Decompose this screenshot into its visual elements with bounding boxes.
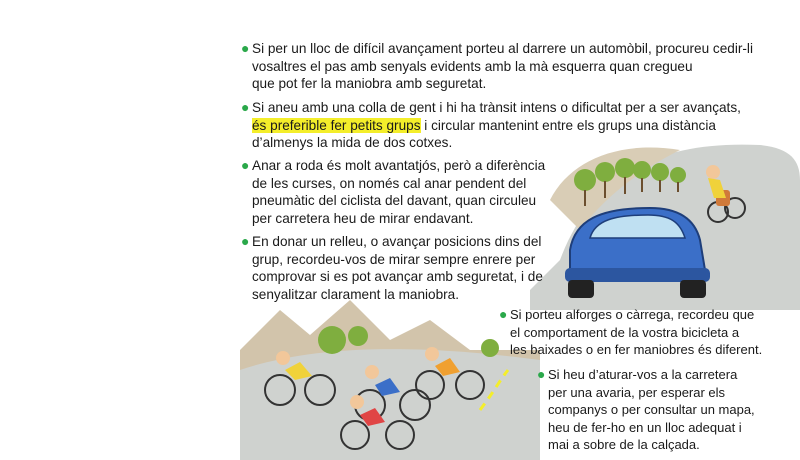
- text-line: grup, recordeu-vos de mirar sempre enrere per: [252, 251, 536, 267]
- text-line: Si per un lloc de difícil avançament porteu al darrere un automòbil, procureu cedir-li: [252, 41, 753, 56]
- text-line: senyalitzar clarament la maniobra.: [252, 286, 460, 302]
- text-line: companys o per consultar un mapa,: [548, 402, 755, 417]
- text-line: que pot fer la maniobra amb seguretat.: [252, 76, 487, 91]
- text-line: Si heu d’aturar-vos a la carretera: [548, 367, 738, 382]
- paragraph-panniers: [499, 306, 763, 359]
- text-line: el comportament de la vostra bicicleta a: [510, 324, 740, 340]
- paragraph-relay: [241, 233, 543, 303]
- text-line: Si aneu amb una colla de gent i hi ha trànsit intens o dificultat per a ser avançats,: [252, 100, 741, 115]
- text-line: vosaltres el pas amb senyals evidents amb la mà esquerra quan cregueu: [252, 58, 693, 74]
- bullet-icon: ●: [499, 306, 508, 322]
- text-line: per una avaria, per esperar els: [548, 384, 726, 400]
- text-line: per carretera heu de mirar endavant.: [252, 210, 474, 226]
- paragraph-stopping: [537, 366, 755, 454]
- bullet-icon: ●: [241, 233, 250, 249]
- text-line: d’almenys la mida de dos cotxes.: [252, 135, 453, 150]
- bullet-icon: ●: [241, 99, 250, 115]
- text-line: En donar un relleu, o avançar posicions dins del: [252, 234, 542, 249]
- text-line: Anar a roda és molt avantatjós, però a diferència: [252, 158, 546, 173]
- text-line: de les curses, on només cal anar pendent del: [252, 175, 527, 191]
- text-line: mai a sobre de la calçada.: [548, 437, 700, 452]
- paragraph-drafting: [241, 157, 546, 227]
- cyclist-group-illustration: [240, 290, 540, 460]
- text-line: Si porteu alforges o càrrega, recordeu que: [510, 307, 755, 322]
- text-fragment: i circular mantenint entre els grups una distància: [420, 117, 716, 133]
- text-line: les baixades o en fer maniobres és diferent.: [510, 342, 763, 357]
- text-line: [252, 117, 741, 135]
- paragraph-overtake-car: [241, 40, 753, 93]
- bullet-icon: ●: [537, 366, 546, 382]
- bullet-icon: ●: [241, 40, 250, 56]
- text-line: heu de fer-ho en un lloc adequat i: [548, 419, 742, 435]
- text-line: pneumàtic del ciclista del davant, quan circuleu: [252, 193, 537, 208]
- bullet-icon: ●: [241, 157, 250, 173]
- highlighted-text: és preferible fer petits grups: [252, 117, 421, 133]
- paragraph-small-groups: [241, 99, 741, 152]
- text-line: comprovar si es pot avançar amb seguretat, i de: [252, 269, 543, 284]
